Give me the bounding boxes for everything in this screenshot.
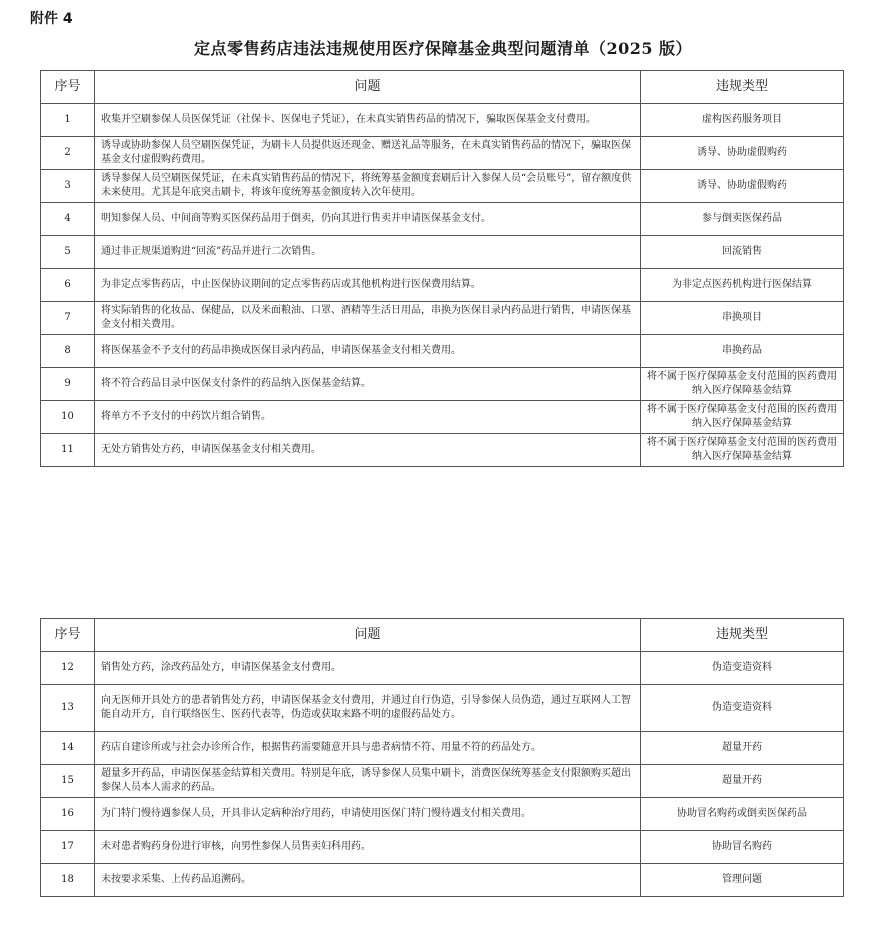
header-serial-number: 序号 <box>41 619 95 652</box>
row-violation-type: 串换药品 <box>641 335 844 368</box>
row-number: 15 <box>41 765 95 798</box>
row-violation-type: 将不属于医疗保障基金支付范围的医药费用纳入医疗保障基金结算 <box>641 434 844 467</box>
row-number: 16 <box>41 798 95 831</box>
page-title: 定点零售药店违法违规使用医疗保障基金典型问题清单（2025 版） <box>193 39 693 58</box>
row-number: 4 <box>41 203 95 236</box>
row-number: 2 <box>41 137 95 170</box>
row-violation-type: 为非定点医药机构进行医保结算 <box>641 269 844 302</box>
table-row <box>41 203 844 236</box>
table-row <box>41 137 844 170</box>
header-serial-number: 序号 <box>41 71 95 104</box>
row-violation-type: 伪造变造资料 <box>641 652 844 685</box>
table-row <box>41 434 844 467</box>
row-violation-type: 管理问题 <box>641 864 844 897</box>
row-problem: 将医保基金不予支付的药品串换成医保目录内药品，申请医保基金支付相关费用。 <box>95 335 641 368</box>
table-row <box>41 170 844 203</box>
issues-table-2 <box>40 618 844 897</box>
row-violation-type: 参与倒卖医保药品 <box>641 203 844 236</box>
row-problem: 明知参保人员、中间商等购买医保药品用于倒卖，仍向其进行售卖并申请医保基金支付。 <box>95 203 641 236</box>
table-row <box>41 269 844 302</box>
row-violation-type: 将不属于医疗保障基金支付范围的医药费用纳入医疗保障基金结算 <box>641 368 844 401</box>
header-violation-type: 违规类型 <box>641 619 844 652</box>
table-row <box>41 685 844 732</box>
row-number: 9 <box>41 368 95 401</box>
header-problem: 问题 <box>95 619 641 652</box>
row-problem: 将单方不予支付的中药饮片组合销售。 <box>95 401 641 434</box>
table-row <box>41 732 844 765</box>
row-violation-type: 诱导、协助虚假购药 <box>641 170 844 203</box>
row-problem: 向无医师开具处方的患者销售处方药，申请医保基金支付费用，并通过自行伪造，引导参保人员伪造，通过互联网人工智能自动开方，自行联络医生、医药代表等，伪造或获取来路不明的虚假药品处方。 <box>95 685 641 732</box>
row-number: 6 <box>41 269 95 302</box>
row-violation-type: 将不属于医疗保障基金支付范围的医药费用纳入医疗保障基金结算 <box>641 401 844 434</box>
table-row <box>41 302 844 335</box>
row-problem: 收集并空刷参保人员医保凭证（社保卡、医保电子凭证），在未真实销售药品的情况下，骗取医保基金支付费用。 <box>95 104 641 137</box>
row-problem: 为门特门慢待遇参保人员，开具非认定病种治疗用药，申请使用医保门特门慢待遇支付相关费用。 <box>95 798 641 831</box>
table-row <box>41 104 844 137</box>
row-violation-type: 诱导、协助虚假购药 <box>641 137 844 170</box>
row-violation-type: 超量开药 <box>641 732 844 765</box>
row-problem: 将不符合药品目录中医保支付条件的药品纳入医保基金结算。 <box>95 368 641 401</box>
row-problem: 将实际销售的化妆品、保健品，以及米面粮油、口罩、酒精等生活日用品，串换为医保目录内药品进行销售，申请医保基金支付相关费用。 <box>95 302 641 335</box>
row-problem: 无处方销售处方药，申请医保基金支付相关费用。 <box>95 434 641 467</box>
row-problem: 诱导参保人员空刷医保凭证，在未真实销售药品的情况下，将统筹基金额度套刷后计入参保人员“会员账号”，留存额度供未来使用。尤其是年底突击刷卡，将该年度统筹基金额度转入次年使用。 <box>95 170 641 203</box>
row-violation-type: 回流销售 <box>641 236 844 269</box>
table-row <box>41 864 844 897</box>
issues-table-1 <box>40 70 844 467</box>
header-violation-type: 违规类型 <box>641 71 844 104</box>
row-number: 17 <box>41 831 95 864</box>
table-row <box>41 765 844 798</box>
row-number: 8 <box>41 335 95 368</box>
attachment-label: 附件 4 <box>30 11 73 27</box>
row-violation-type: 协助冒名购药或倒卖医保药品 <box>641 798 844 831</box>
table-header-row <box>41 71 844 104</box>
row-problem: 未对患者购药身份进行审核，向男性参保人员售卖妇科用药。 <box>95 831 641 864</box>
row-number: 13 <box>41 685 95 732</box>
row-violation-type: 串换项目 <box>641 302 844 335</box>
row-number: 11 <box>41 434 95 467</box>
table-row <box>41 335 844 368</box>
row-problem: 为非定点零售药店，中止医保协议期间的定点零售药店或其他机构进行医保费用结算。 <box>95 269 641 302</box>
table-row <box>41 831 844 864</box>
table-row <box>41 798 844 831</box>
table-row <box>41 236 844 269</box>
table-row <box>41 368 844 401</box>
row-problem: 超量多开药品，申请医保基金结算相关费用。特别是年底，诱导参保人员集中刷卡，消费医保统筹基金支付限额购买超出参保人员本人需求的药品。 <box>95 765 641 798</box>
row-number: 18 <box>41 864 95 897</box>
row-violation-type: 超量开药 <box>641 765 844 798</box>
table-row <box>41 652 844 685</box>
row-violation-type: 伪造变造资料 <box>641 685 844 732</box>
row-number: 1 <box>41 104 95 137</box>
row-problem: 销售处方药，涂改药品处方，申请医保基金支付费用。 <box>95 652 641 685</box>
row-number: 14 <box>41 732 95 765</box>
row-number: 10 <box>41 401 95 434</box>
row-violation-type: 虚构医药服务项目 <box>641 104 844 137</box>
row-problem: 药店自建诊所或与社会办诊所合作，根据售药需要随意开具与患者病情不符、用量不符的药品处方。 <box>95 732 641 765</box>
row-number: 12 <box>41 652 95 685</box>
header-problem: 问题 <box>95 71 641 104</box>
row-number: 7 <box>41 302 95 335</box>
row-number: 5 <box>41 236 95 269</box>
table-row <box>41 401 844 434</box>
row-problem: 未按要求采集、上传药品追溯码。 <box>95 864 641 897</box>
row-number: 3 <box>41 170 95 203</box>
row-problem: 诱导或协助参保人员空刷医保凭证，为刷卡人员提供返还现金、赠送礼品等服务，在未真实销售药品的情况下，骗取医保基金支付虚假购药费用。 <box>95 137 641 170</box>
row-violation-type: 协助冒名购药 <box>641 831 844 864</box>
table-header-row <box>41 619 844 652</box>
row-problem: 通过非正规渠道购进“回流”药品并进行二次销售。 <box>95 236 641 269</box>
